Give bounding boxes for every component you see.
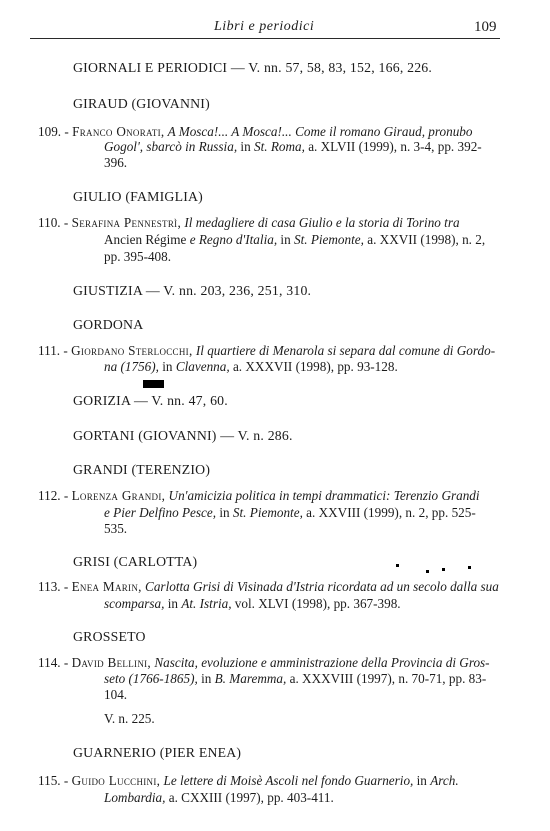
entry-text: a. XXVIII (1999), n. 2, pp. 525-	[302, 505, 476, 520]
entry-112-line-3: 535.	[104, 521, 128, 536]
entry-text: Ancien Régime	[104, 232, 190, 247]
ink-speck	[468, 566, 471, 569]
entry-title: Carlotta Grisi di Visinada d'Istria ricordata ad un secolo dalla sua	[141, 579, 499, 594]
entry-110-line-1	[38, 214, 460, 231]
entry-number: 109. -	[38, 124, 73, 139]
subject-heading-gorizia: GORIZIA — V. nn. 47, 60.	[73, 393, 228, 408]
entry-text: in	[197, 671, 215, 686]
entry-text: vol. XLVI (1998), pp. 367-398.	[231, 596, 401, 611]
entry-115-line-1	[38, 772, 459, 789]
entry-title: na (1756),	[104, 359, 159, 374]
entry-114-line-3: 104.	[104, 687, 128, 702]
entry-text: a. CXXIII (1997), pp. 403-411.	[165, 790, 334, 805]
entry-109-line-3: 396.	[104, 155, 128, 170]
entry-112-line-1	[38, 487, 480, 504]
running-header-title: Libri e periodici	[214, 19, 315, 34]
journal-name: B. Maremma,	[214, 671, 287, 686]
entry-title: Il medagliere di casa Giulio e la storia di Torino tra	[181, 215, 460, 230]
ink-blot-mark	[143, 380, 164, 388]
entry-114-line-2	[104, 670, 486, 687]
cross-reference: V. n. 225.	[104, 711, 155, 726]
journal-name: Clavenna,	[175, 359, 230, 374]
entry-text: in	[164, 596, 182, 611]
entry-title: Le lettere di Moisè Ascoli nel fondo Guarnerio,	[160, 773, 414, 788]
entry-author: Enea Marin,	[71, 579, 142, 594]
entry-author: Serafina Pennestrì,	[71, 215, 182, 230]
entry-text: in	[277, 232, 294, 247]
entry-109-line-2	[104, 138, 482, 155]
subject-heading-giulio: GIULIO (FAMIGLIA)	[73, 189, 203, 204]
subject-heading-gordona: GORDONA	[73, 317, 144, 332]
subject-heading-guarnerio: GUARNERIO (PIER ENEA)	[73, 745, 242, 760]
page-number: 109	[474, 19, 497, 35]
entry-title: seto (1766-1865),	[104, 671, 198, 686]
entry-115-line-2	[104, 789, 334, 806]
subject-heading-giustizia: GIUSTIZIA — V. nn. 203, 236, 251, 310.	[73, 283, 312, 298]
entry-number: 115. -	[38, 773, 72, 788]
entry-author: David Bellini,	[71, 655, 152, 670]
entry-author: Lorenza Grandi,	[71, 488, 166, 503]
entry-number: 111. -	[38, 343, 72, 358]
entry-113-line-1	[38, 578, 499, 595]
journal-name: Arch.	[430, 773, 459, 788]
entry-110-line-3: pp. 395-408.	[104, 249, 172, 264]
entry-title: scomparsa,	[104, 596, 165, 611]
subject-heading-gortani: GORTANI (GIOVANNI) — V. n. 286.	[73, 428, 293, 443]
subject-heading-grisi: GRISI (CARLOTTA)	[73, 554, 198, 569]
ink-speck	[396, 564, 399, 567]
entry-title: A Mosca!... A Mosca!... Come il romano Giraud, pronubo	[164, 124, 473, 139]
entry-number: 114. -	[38, 655, 72, 670]
entry-title: Il quartiere di Menarola si separa dal comune di Gordo-	[192, 343, 496, 358]
journal-name: St. Piemonte,	[293, 232, 364, 247]
entry-text: a. XXXVIII (1997), n. 70-71, pp. 83-	[286, 671, 487, 686]
entry-113-line-2	[104, 595, 401, 612]
journal-name: St. Roma,	[253, 139, 305, 154]
ink-speck	[442, 568, 445, 571]
entry-text: a. XXXVII (1998), pp. 93-128.	[229, 359, 398, 374]
entry-title: e Regno d'Italia,	[189, 232, 278, 247]
entry-author: Franco Onorati,	[72, 124, 165, 139]
entry-author: Giordano Sterlocchi,	[71, 343, 193, 358]
header-rule	[30, 38, 500, 39]
entry-title: e Pier Delfino Pesce,	[104, 505, 217, 520]
entry-text: a. XXVII (1998), n. 2,	[363, 232, 486, 247]
entry-text: in	[413, 773, 431, 788]
subject-heading-giornali: GIORNALI E PERIODICI — V. nn. 57, 58, 83, 152, 166, 226.	[73, 60, 433, 75]
entry-111-line-1	[38, 342, 495, 359]
entry-text: in	[158, 359, 176, 374]
entry-114-line-1	[38, 654, 490, 671]
journal-name: At. Istria,	[181, 596, 232, 611]
entry-number: 112. -	[38, 488, 72, 503]
journal-name: Lombardia,	[104, 790, 166, 805]
subject-heading-grosseto: GROSSETO	[73, 629, 146, 644]
entry-text: in	[237, 139, 254, 154]
entry-number: 110. -	[38, 215, 72, 230]
entry-author: Guido Lucchini,	[71, 773, 161, 788]
entry-title: Gogol', sbarcò in Russia,	[104, 139, 238, 154]
entry-112-line-2	[104, 504, 476, 521]
entry-text: a. XLVII (1999), n. 3-4, pp. 392-	[304, 139, 482, 154]
entry-title: Un'amicizia politica in tempi drammatici: Terenzio Grandi	[165, 488, 480, 503]
entry-title: Nascita, evoluzione e amministrazione della Provincia di Gros-	[151, 655, 490, 670]
entry-number: 113. -	[38, 579, 72, 594]
subject-heading-giraud: GIRAUD (GIOVANNI)	[73, 96, 210, 111]
ink-speck	[426, 570, 429, 573]
subject-heading-grandi: GRANDI (TERENZIO)	[73, 462, 211, 477]
entry-text: in	[216, 505, 233, 520]
entry-110-line-2	[104, 231, 485, 248]
journal-name: St. Piemonte,	[232, 505, 303, 520]
entry-111-line-2	[104, 358, 398, 375]
